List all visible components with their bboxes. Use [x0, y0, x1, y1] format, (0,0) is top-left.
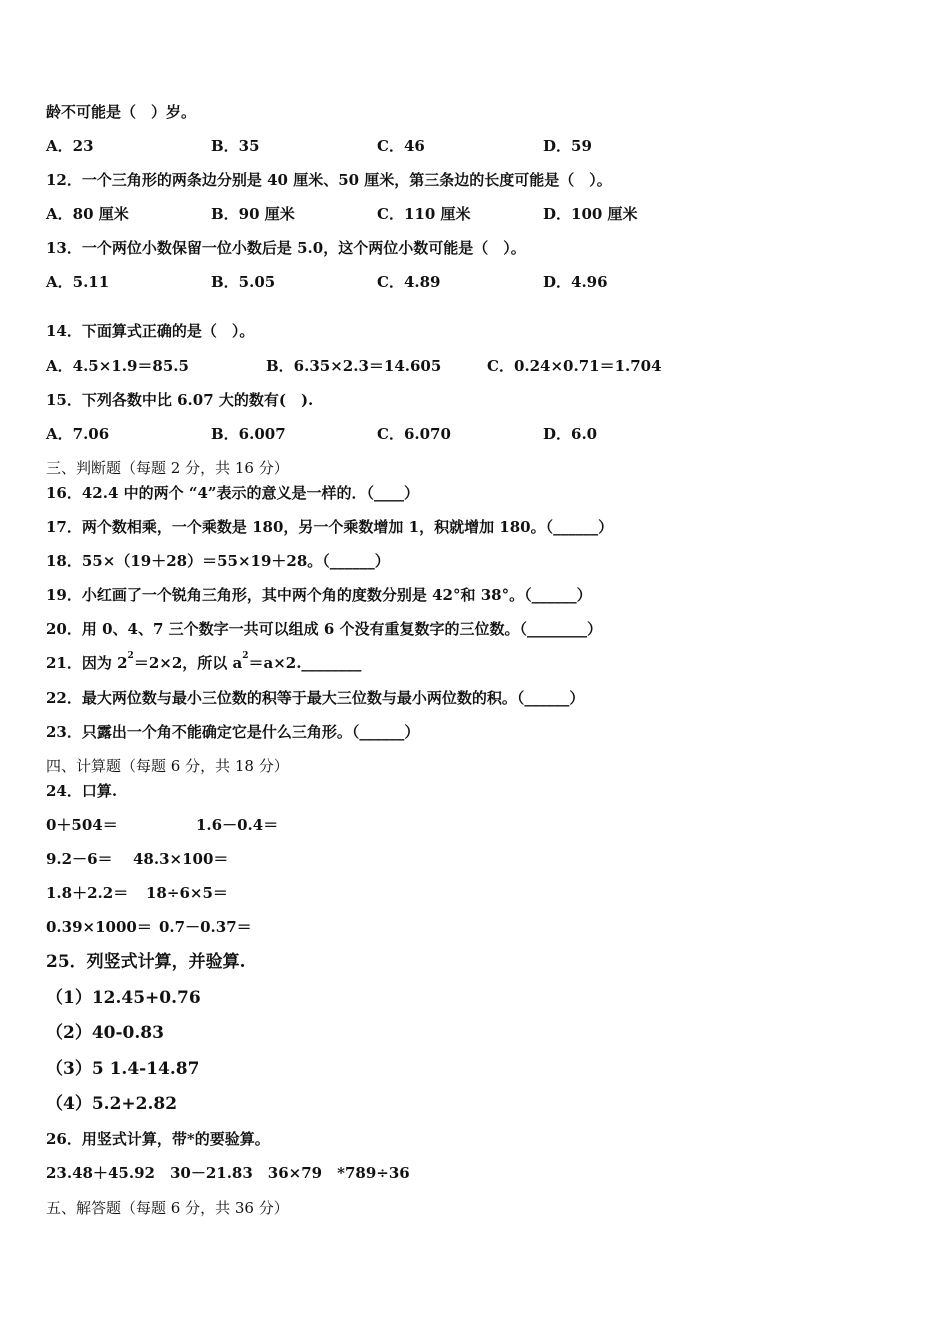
q15-option-c: C．6.070 — [377, 425, 451, 443]
q21-exponent-1: 2 — [127, 651, 134, 661]
q13-option-d: D．4.96 — [543, 273, 608, 291]
q21-part-b: ＝2×2，所以 a — [133, 654, 243, 672]
q24-item: 48.3×100＝ — [133, 850, 229, 868]
q13-text: 13．一个两位小数保留一位小数后是 5.0，这个两位小数可能是（ ）。 — [46, 239, 526, 257]
q19-text: 19．小红画了一个锐角三角形，其中两个角的度数分别是 42°和 38°。（______） — [46, 586, 592, 604]
q25-item: （4）5.2+2.82 — [46, 1094, 178, 1114]
section-3-heading: 三、判断题（每题 2 分，共 16 分） — [46, 459, 289, 477]
q21-part-a: 21．因为 2 — [46, 654, 128, 672]
q26-items: 23.48＋45.92 30－21.83 36×79 *789÷36 — [46, 1164, 410, 1182]
q12-text: 12．一个三角形的两条边分别是 40 厘米、50 厘米，第三条边的长度可能是（ ）。 — [46, 171, 612, 189]
q14-option-b: B．6.35×2.3＝14.605 — [266, 357, 442, 375]
q22-text: 22．最大两位数与最小三位数的积等于最大三位数与最小两位数的积。（______） — [46, 689, 585, 707]
q25-item: （3）5 1.4-14.87 — [46, 1059, 200, 1079]
q24-item: 1.6－0.4＝ — [196, 816, 279, 834]
q21-exponent-2: 2 — [242, 651, 249, 661]
q24-item: 1.8＋2.2＝ — [46, 884, 129, 902]
q24-item: 0＋504＝ — [46, 816, 118, 834]
q12-option-c: C．110 厘米 — [377, 205, 471, 223]
q13-option-a: A．5.11 — [46, 273, 110, 291]
q15-option-b: B．6.007 — [211, 425, 286, 443]
q11-option-b: B．35 — [211, 137, 260, 155]
q21-text — [46, 653, 910, 673]
q20-text: 20．用 0、4、7 三个数字一共可以组成 6 个没有重复数字的三位数。（________） — [46, 620, 603, 638]
q11-tail: 龄不可能是（ ）岁。 — [46, 103, 197, 121]
q14-option-a: A．4.5×1.9＝85.5 — [46, 357, 189, 375]
q15-option-d: D．6.0 — [543, 425, 598, 443]
q21-part-c: ＝a×2.________ — [248, 654, 362, 672]
q11-option-a: A．23 — [46, 137, 94, 155]
q12-option-a: A．80 厘米 — [46, 205, 129, 223]
q15-text: 15．下列各数中比 6.07 大的数有( ). — [46, 391, 314, 409]
q13-option-b: B．5.05 — [211, 273, 276, 291]
q15-option-a: A．7.06 — [46, 425, 110, 443]
q12-option-b: B．90 厘米 — [211, 205, 295, 223]
q17-text: 17．两个数相乘，一个乘数是 180，另一个乘数增加 1，积就增加 180。（______） — [46, 518, 614, 536]
q24-item: 18÷6×5＝ — [146, 884, 228, 902]
section-5-heading: 五、解答题（每题 6 分，共 36 分） — [46, 1199, 289, 1217]
q14-option-c: C．0.24×0.71＝1.704 — [487, 357, 662, 375]
q25-item: （1）12.45+0.76 — [46, 988, 201, 1008]
q14-text: 14．下面算式正确的是（ ）。 — [46, 322, 255, 340]
q12-option-d: D．100 厘米 — [543, 205, 638, 223]
q23-text: 23．只露出一个角不能确定它是什么三角形。（______） — [46, 723, 420, 741]
q26-text: 26．用竖式计算，带*的要验算。 — [46, 1130, 270, 1148]
q24-item: 9.2－6＝ — [46, 850, 113, 868]
q11-option-c: C．46 — [377, 137, 425, 155]
q24-item: 0.7－0.37＝ — [159, 918, 252, 936]
q13-option-c: C．4.89 — [377, 273, 441, 291]
section-4-heading: 四、计算题（每题 6 分，共 18 分） — [46, 757, 289, 775]
q25-text: 25．列竖式计算，并验算. — [46, 952, 246, 972]
q24-item: 0.39×1000＝ — [46, 918, 152, 936]
q18-text: 18．55×（19＋28）＝55×19＋28。（______） — [46, 552, 390, 570]
q24-text: 24．口算. — [46, 782, 118, 800]
q25-item: （2）40-0.83 — [46, 1023, 164, 1043]
q11-option-d: D．59 — [543, 137, 592, 155]
q16-text: 16．42.4 中的两个 “4”表示的意义是一样的．（____） — [46, 484, 420, 502]
